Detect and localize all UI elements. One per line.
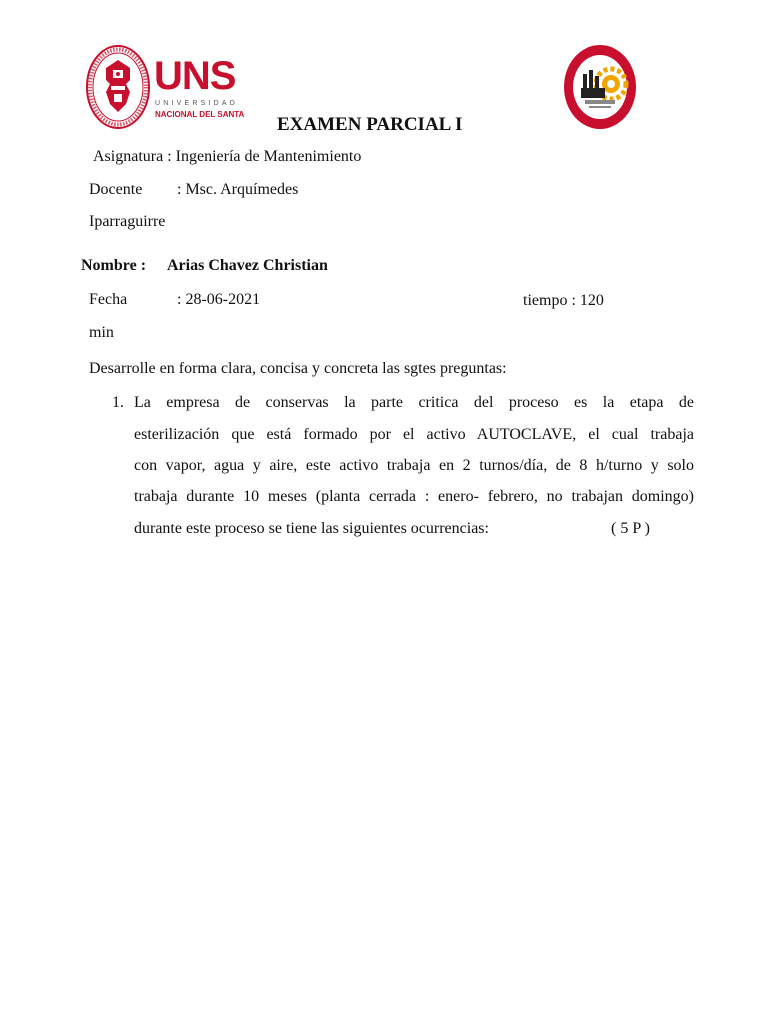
exam-title: EXAMEN PARCIAL I <box>277 114 463 135</box>
question-line: trabaja durante 10 meses (planta cerrada : enero- febrero, no trabajan domingo) <box>134 488 694 505</box>
question-points: ( 5 P ) <box>611 520 650 537</box>
question-line: con vapor, agua y aire, este activo trabaja en 2 turnos/día, de 8 h/turno y solo <box>134 457 694 474</box>
university-seal-icon <box>86 44 150 130</box>
mechanical-engineering-seal-icon <box>563 44 637 130</box>
university-subtitle: UNIVERSIDAD <box>155 100 239 107</box>
student-name-value: Arias Chavez Christian <box>167 257 328 274</box>
time-value: tiempo : 120 <box>523 292 604 309</box>
teacher-value-continued: Iparraguirre <box>89 213 166 230</box>
question-line: esterilización que está formado por el activo AUTOCLAVE, el cual trabaja <box>134 426 694 443</box>
question-line: durante este proceso se tiene las siguientes ocurrencias: <box>134 520 489 537</box>
university-acronym: UNS <box>154 54 236 98</box>
subject-line: Asignatura : Ingeniería de Mantenimiento <box>93 148 362 165</box>
teacher-value: : Msc. Arquímedes <box>177 181 299 198</box>
teacher-label: Docente <box>89 181 143 198</box>
instructions: Desarrolle en forma clara, concisa y concreta las sgtes preguntas: <box>89 360 507 377</box>
date-value: : 28-06-2021 <box>177 291 261 308</box>
question-number: 1. <box>112 394 124 411</box>
time-unit: min <box>89 324 114 341</box>
university-name: NACIONAL DEL SANTA <box>155 110 245 119</box>
question-line: La empresa de conservas la parte critica del proceso es la etapa de <box>134 394 694 411</box>
date-label: Fecha <box>89 291 128 308</box>
student-name-label: Nombre : <box>81 257 147 274</box>
